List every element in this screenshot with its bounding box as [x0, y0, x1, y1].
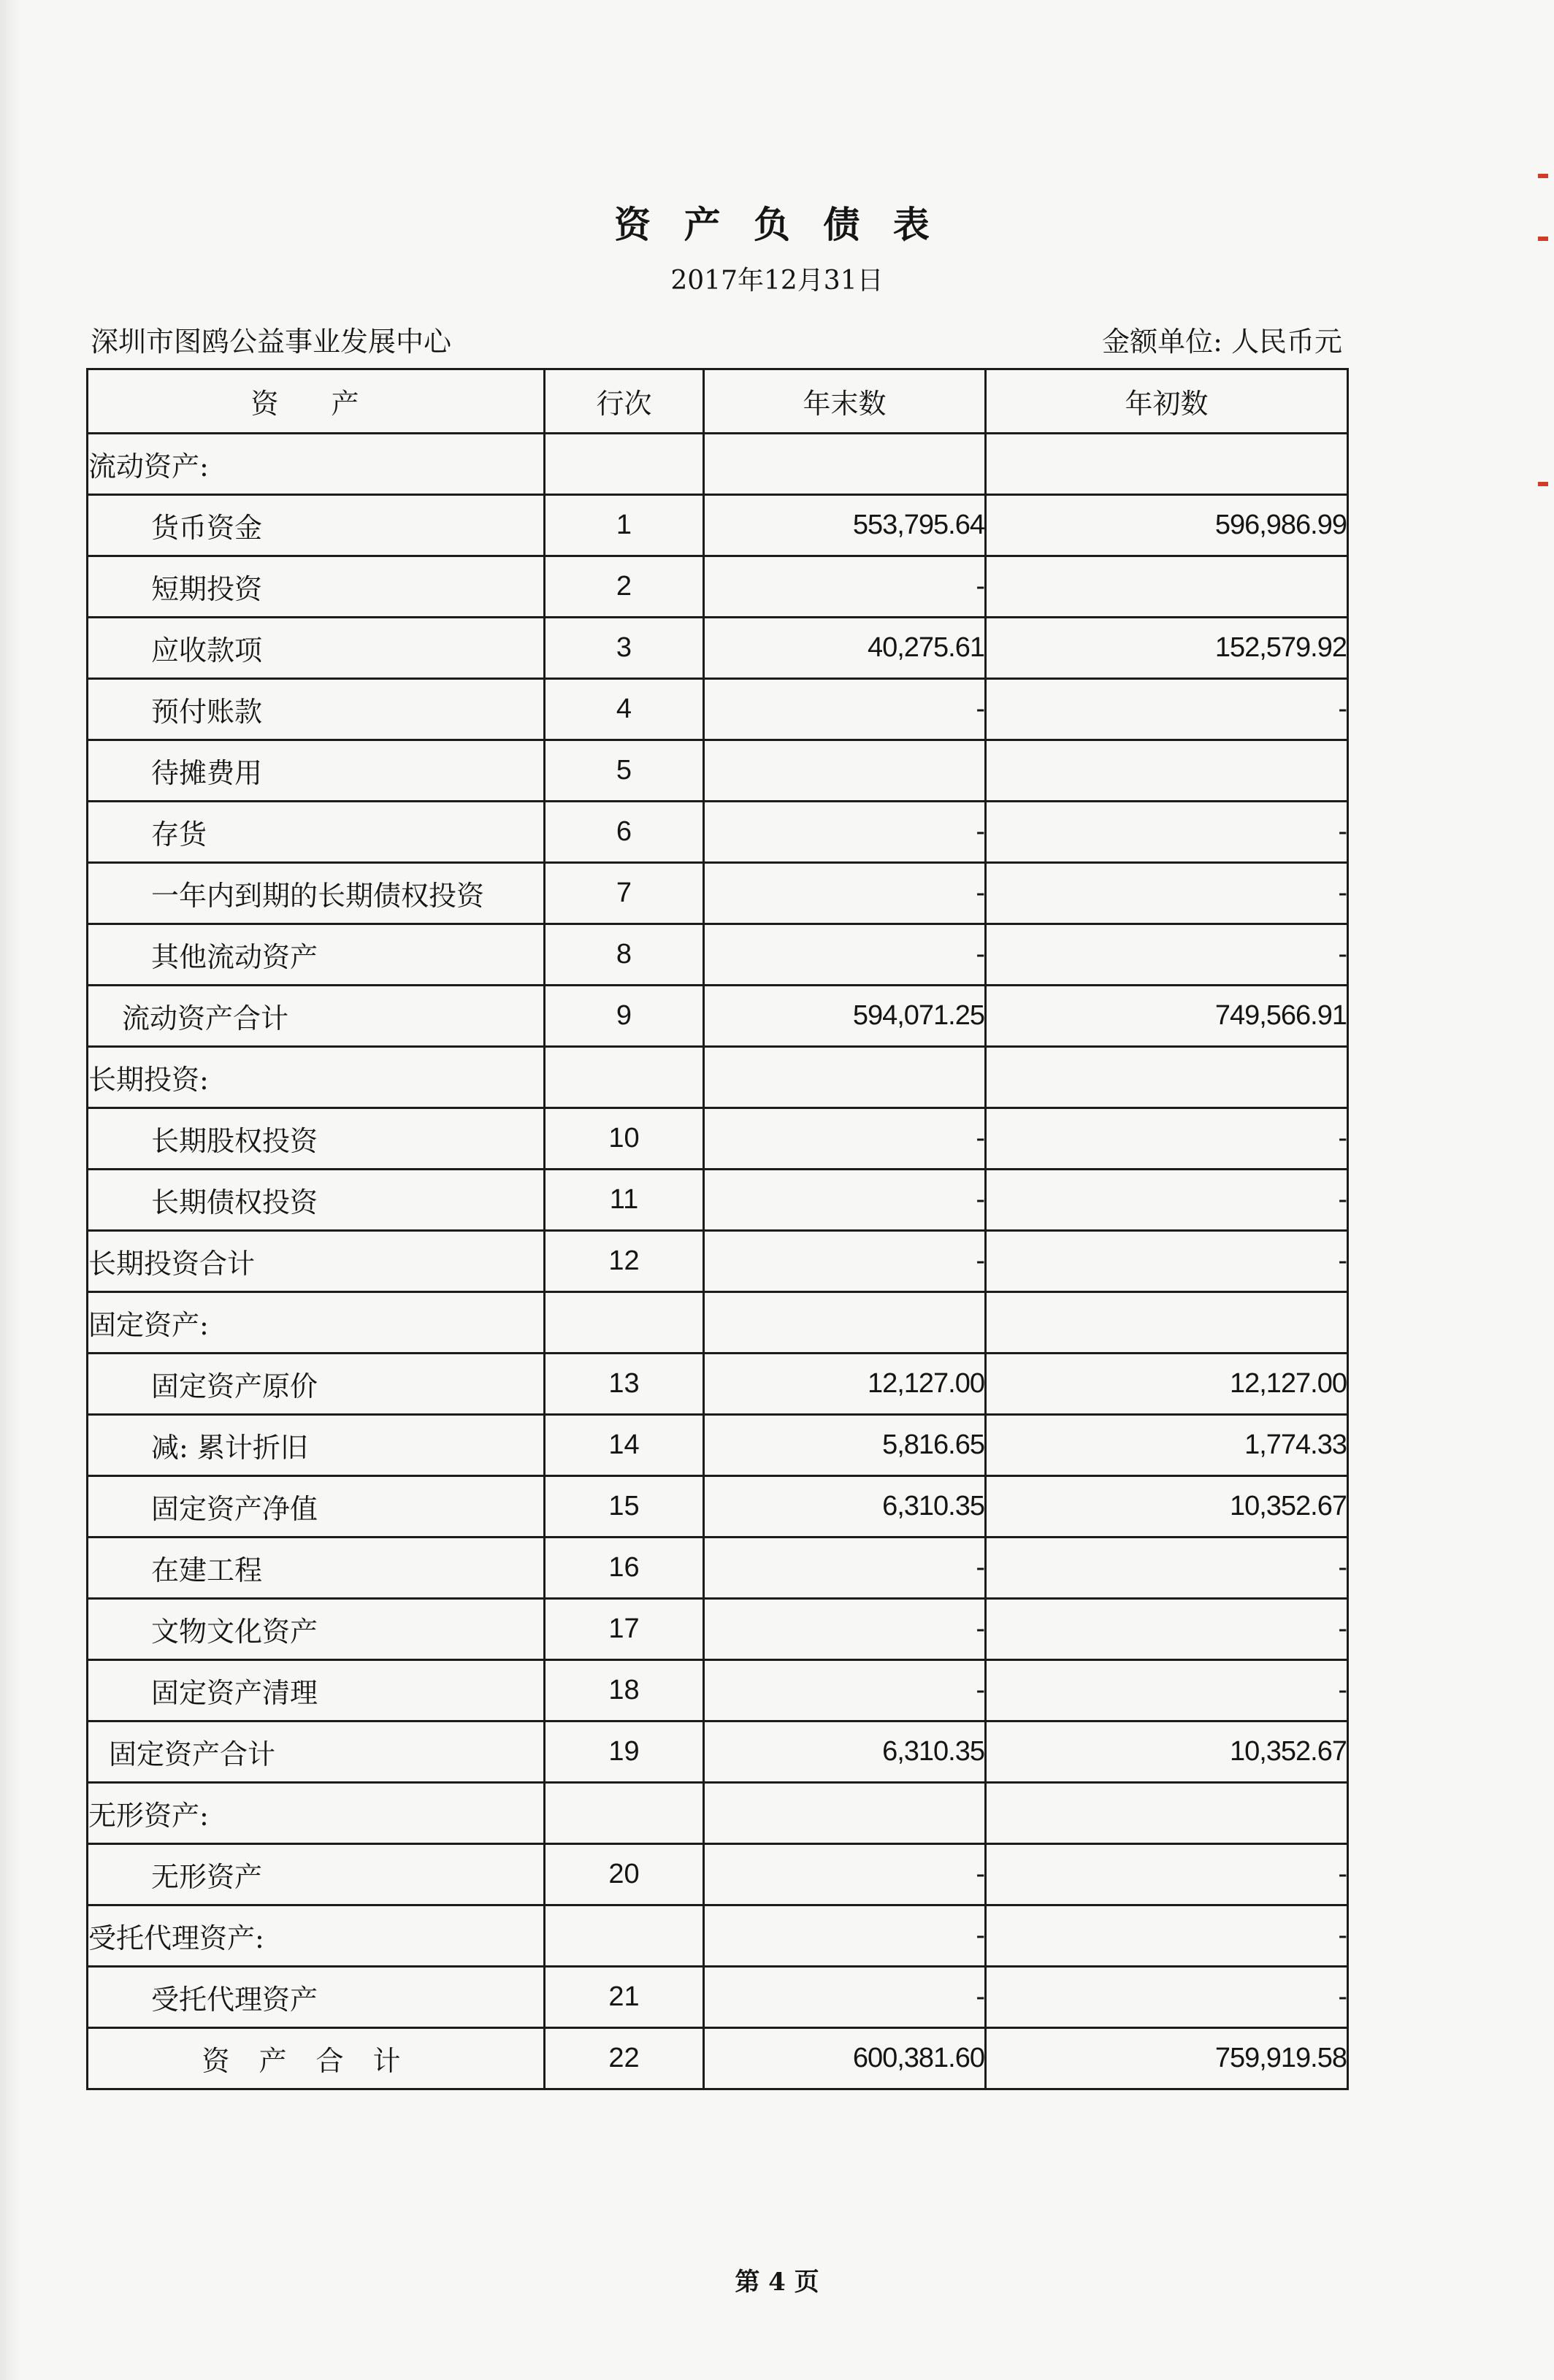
row-year-end: 594,071.25 — [704, 986, 986, 1047]
row-year-begin: - — [986, 1905, 1348, 1967]
row-year-begin: - — [986, 1170, 1348, 1231]
row-year-begin: - — [986, 1844, 1348, 1905]
row-year-begin — [986, 434, 1348, 495]
row-label: 长期股权投资 — [88, 1108, 545, 1170]
row-line-no: 6 — [545, 802, 704, 863]
row-year-end: - — [704, 1170, 986, 1231]
row-label: 固定资产: — [88, 1292, 545, 1354]
row-year-begin: 759,919.58 — [986, 2028, 1348, 2089]
table-row — [88, 1231, 1348, 1292]
row-label: 在建工程 — [88, 1538, 545, 1599]
row-year-end — [704, 1783, 986, 1844]
row-line-no: 7 — [545, 863, 704, 924]
row-line-no: 19 — [545, 1721, 704, 1783]
row-label: 一年内到期的长期债权投资 — [88, 863, 545, 924]
row-year-end: - — [704, 1231, 986, 1292]
row-year-begin: 10,352.67 — [986, 1476, 1348, 1538]
row-year-end: 600,381.60 — [704, 2028, 986, 2089]
row-year-end: 5,816.65 — [704, 1415, 986, 1476]
row-year-end: - — [704, 1905, 986, 1967]
row-year-end: - — [704, 1660, 986, 1721]
table-row — [88, 740, 1348, 802]
row-label: 流动资产: — [88, 434, 545, 495]
row-line-no: 15 — [545, 1476, 704, 1538]
row-year-begin — [986, 740, 1348, 802]
row-label: 长期投资合计 — [88, 1231, 545, 1292]
row-label: 固定资产净值 — [88, 1476, 545, 1538]
row-line-no: 3 — [545, 618, 704, 679]
row-year-begin: 1,774.33 — [986, 1415, 1348, 1476]
table-row — [88, 556, 1348, 618]
row-line-no — [545, 1292, 704, 1354]
row-line-no — [545, 1783, 704, 1844]
table-row — [88, 1476, 1348, 1538]
row-line-no: 5 — [545, 740, 704, 802]
row-year-end: 40,275.61 — [704, 618, 986, 679]
table-row — [88, 1170, 1348, 1231]
row-label: 无形资产 — [88, 1844, 545, 1905]
row-year-begin: - — [986, 1538, 1348, 1599]
row-line-no: 12 — [545, 1231, 704, 1292]
row-line-no: 10 — [545, 1108, 704, 1170]
row-year-begin: - — [986, 1967, 1348, 2028]
header-year-end: 年末数 — [704, 369, 986, 434]
row-year-begin: - — [986, 863, 1348, 924]
row-year-begin — [986, 1047, 1348, 1108]
row-year-begin: 596,986.99 — [986, 495, 1348, 556]
row-line-no: 2 — [545, 556, 704, 618]
row-year-end: 6,310.35 — [704, 1476, 986, 1538]
row-label: 受托代理资产: — [88, 1905, 545, 1967]
row-label: 流动资产合计 — [88, 986, 545, 1047]
row-year-begin: - — [986, 924, 1348, 986]
row-label: 受托代理资产 — [88, 1967, 545, 2028]
row-year-end: - — [704, 556, 986, 618]
table-row — [88, 1967, 1348, 2028]
row-year-end: - — [704, 1538, 986, 1599]
red-stamp-edge — [1538, 482, 1548, 486]
row-year-end — [704, 740, 986, 802]
table-row — [88, 1844, 1348, 1905]
row-year-begin — [986, 556, 1348, 618]
row-label: 固定资产原价 — [88, 1354, 545, 1415]
row-year-end — [704, 1047, 986, 1108]
row-line-no: 9 — [545, 986, 704, 1047]
row-year-end: - — [704, 863, 986, 924]
row-label: 固定资产清理 — [88, 1660, 545, 1721]
row-line-no — [545, 434, 704, 495]
row-year-end: - — [704, 802, 986, 863]
row-year-end: - — [704, 1967, 986, 2028]
table-row — [88, 2028, 1348, 2089]
row-year-begin: - — [986, 1599, 1348, 1660]
table-row — [88, 1660, 1348, 1721]
row-label: 长期债权投资 — [88, 1170, 545, 1231]
row-line-no: 13 — [545, 1354, 704, 1415]
row-label: 减: 累计折旧 — [88, 1415, 545, 1476]
table-row — [88, 618, 1348, 679]
row-line-no: 17 — [545, 1599, 704, 1660]
row-year-begin — [986, 1783, 1348, 1844]
row-label: 其他流动资产 — [88, 924, 545, 986]
table-row — [88, 495, 1348, 556]
table-row — [88, 1783, 1348, 1844]
red-stamp-edge — [1538, 174, 1548, 178]
row-year-end: - — [704, 1599, 986, 1660]
row-label: 待摊费用 — [88, 740, 545, 802]
row-label: 货币资金 — [88, 495, 545, 556]
balance-sheet-table — [86, 368, 1349, 2090]
row-label: 固定资产合计 — [88, 1721, 545, 1783]
row-label: 文物文化资产 — [88, 1599, 545, 1660]
table-header-row — [88, 369, 1348, 434]
row-line-no: 21 — [545, 1967, 704, 2028]
table-row — [88, 863, 1348, 924]
row-year-begin: - — [986, 1660, 1348, 1721]
red-stamp-edge — [1538, 237, 1548, 241]
page-edge-shadow — [0, 0, 20, 2380]
row-year-end: - — [704, 1108, 986, 1170]
table-row — [88, 434, 1348, 495]
row-year-end: 12,127.00 — [704, 1354, 986, 1415]
row-line-no: 11 — [545, 1170, 704, 1231]
company-name: 深圳市图鸥公益事业发展中心 — [91, 326, 452, 358]
table-row — [88, 679, 1348, 740]
row-label: 长期投资: — [88, 1047, 545, 1108]
row-year-end: 6,310.35 — [704, 1721, 986, 1783]
row-year-begin: 152,579.92 — [986, 618, 1348, 679]
row-line-no: 1 — [545, 495, 704, 556]
table-row — [88, 1047, 1348, 1108]
row-year-end: 553,795.64 — [704, 495, 986, 556]
row-year-begin — [986, 1292, 1348, 1354]
row-line-no: 18 — [545, 1660, 704, 1721]
row-year-end: - — [704, 1844, 986, 1905]
table-row — [88, 1538, 1348, 1599]
row-line-no: 22 — [545, 2028, 704, 2089]
row-line-no: 20 — [545, 1844, 704, 1905]
row-year-begin: 10,352.67 — [986, 1721, 1348, 1783]
table-row — [88, 1721, 1348, 1783]
row-year-begin: 749,566.91 — [986, 986, 1348, 1047]
report-date: 2017年12月31日 — [670, 266, 884, 296]
row-label: 资产合计 — [88, 2028, 545, 2089]
header-line-no: 行次 — [545, 369, 704, 434]
row-year-begin: 12,127.00 — [986, 1354, 1348, 1415]
table-row — [88, 1292, 1348, 1354]
page-number: 第 4 页 — [735, 2268, 819, 2297]
row-year-begin: - — [986, 802, 1348, 863]
row-year-end: - — [704, 679, 986, 740]
row-line-no — [545, 1905, 704, 1967]
row-year-begin: - — [986, 1231, 1348, 1292]
row-label: 存货 — [88, 802, 545, 863]
currency-unit: 金额单位: 人民币元 — [1102, 326, 1342, 358]
row-label: 应收款项 — [88, 618, 545, 679]
row-line-no: 4 — [545, 679, 704, 740]
table-row — [88, 1905, 1348, 1967]
header-year-begin: 年初数 — [986, 369, 1348, 434]
row-year-begin: - — [986, 1108, 1348, 1170]
report-title: 资 产 负 债 表 — [614, 203, 940, 246]
row-year-end — [704, 1292, 986, 1354]
table-row — [88, 1599, 1348, 1660]
row-label: 无形资产: — [88, 1783, 545, 1844]
row-year-begin: - — [986, 679, 1348, 740]
row-label: 短期投资 — [88, 556, 545, 618]
row-line-no: 16 — [545, 1538, 704, 1599]
table-row — [88, 924, 1348, 986]
header-assets: 资 产 — [88, 369, 545, 434]
row-year-end: - — [704, 924, 986, 986]
table-row — [88, 1415, 1348, 1476]
table-row — [88, 986, 1348, 1047]
row-line-no — [545, 1047, 704, 1108]
row-label: 预付账款 — [88, 679, 545, 740]
row-line-no: 8 — [545, 924, 704, 986]
table-row — [88, 1108, 1348, 1170]
table-row — [88, 802, 1348, 863]
row-year-end — [704, 434, 986, 495]
row-line-no: 14 — [545, 1415, 704, 1476]
table-row — [88, 1354, 1348, 1415]
